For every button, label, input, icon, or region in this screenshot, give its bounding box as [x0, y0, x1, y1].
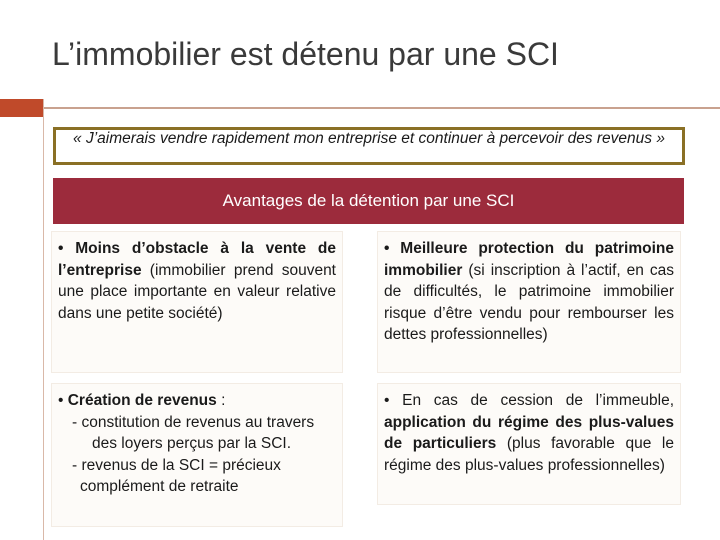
left-margin-line — [43, 99, 44, 540]
advantage-income-line4: complément de retraite — [80, 478, 239, 495]
advantage-gains-lead: • En cas de cession de l’immeuble, — [384, 392, 674, 409]
advantage-income-bullet: • — [58, 392, 68, 409]
advantage-gains-heading: application du régime des plus-values de particuliers — [384, 413, 674, 452]
advantage-cell-capital-gains — [378, 384, 680, 504]
advantage-protection-heading: • Meilleure protection du patrimoine immobilier — [384, 240, 674, 279]
advantage-cell-income — [52, 384, 342, 526]
client-quote: « J’aimerais vendre rapidement mon entreprise et continuer à percevoir des revenus » — [53, 127, 685, 165]
advantage-income-colon: : — [216, 392, 226, 409]
slide-title: L’immobilier est détenu par une SCI — [52, 36, 559, 72]
advantage-income-line2: des loyers perçus par la SCI. — [92, 435, 292, 452]
advantage-income-heading: Création de revenus — [67, 392, 217, 409]
advantage-cell-sale — [52, 232, 342, 372]
accent-block — [0, 99, 43, 117]
advantage-cell-protection — [378, 232, 680, 372]
advantages-header — [53, 178, 684, 224]
advantage-sale-detail: (immobilier prend souvent une place importante en valeur relative dans une petite société) — [58, 261, 336, 322]
advantages-header-label: Avantages de la détention par une SCI — [222, 191, 515, 210]
advantage-income-line1: - constitution de revenus au travers — [72, 413, 315, 431]
title-divider — [43, 107, 720, 109]
advantage-income-line3: - revenus de la SCI = précieux — [72, 456, 281, 474]
advantage-protection-detail: (si inscription à l’actif, en cas de difficultés, le patrimoine immobilier risque d’être vendu pour rembourser les dettes professionnelles) — [384, 261, 674, 343]
advantage-gains-detail: (plus favorable que le régime des plus-values professionnelles) — [384, 435, 674, 474]
advantage-sale-heading: • Moins d’obstacle à la vente de l’entreprise — [58, 240, 336, 279]
